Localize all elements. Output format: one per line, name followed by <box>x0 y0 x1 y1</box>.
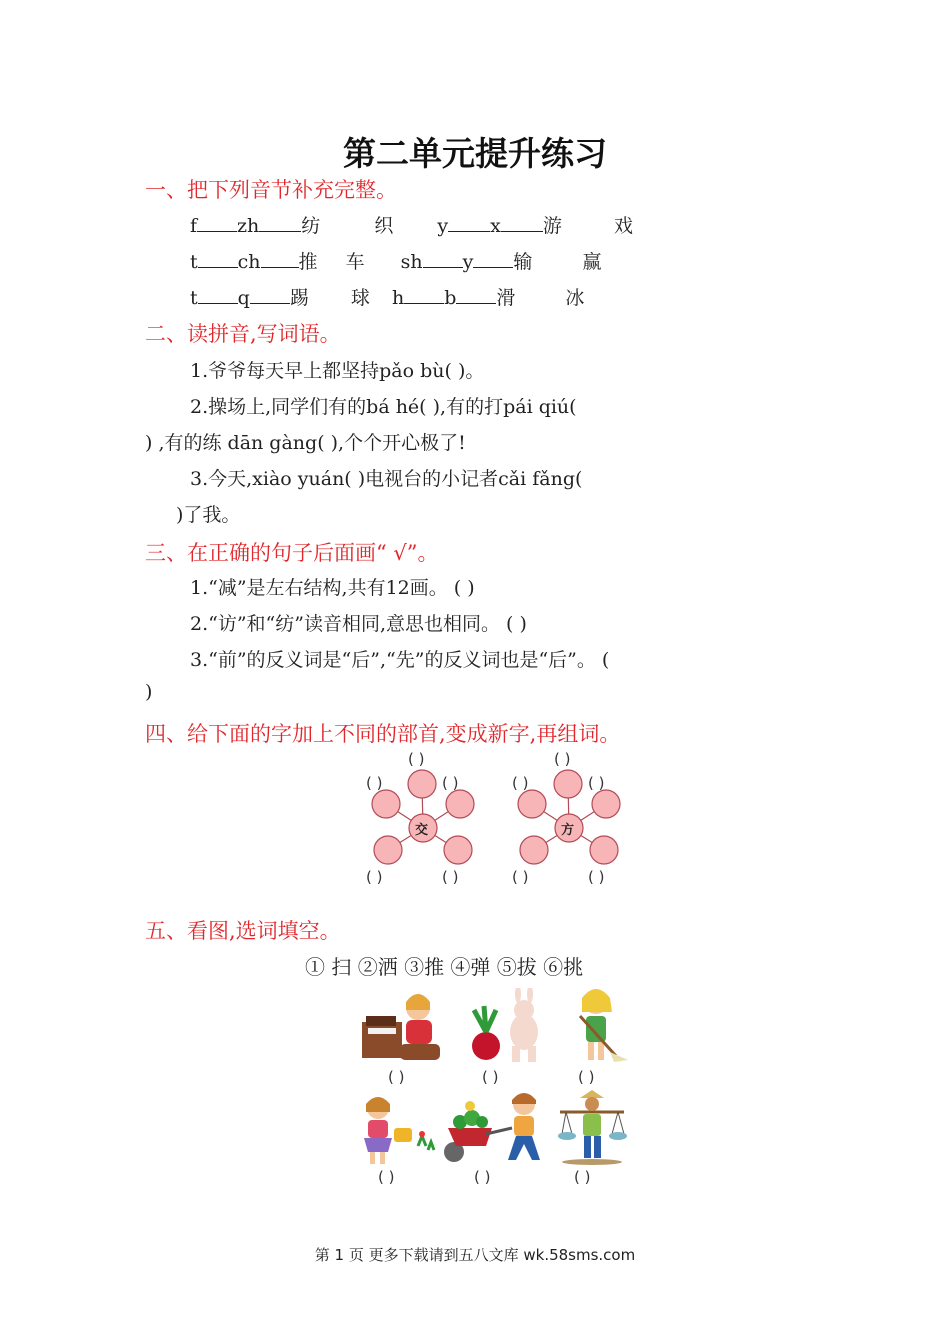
page-footer: 第 1 页 更多下载请到五八文库 wk.58sms.com <box>314 1246 636 1264</box>
initial: b <box>444 287 457 309</box>
initial: t <box>190 287 198 309</box>
s3-question-2: 2.“访”和“纺”读音相同,意思也相同。 ( ) <box>190 613 527 635</box>
answer-paren[interactable]: ( ) <box>588 774 605 792</box>
hanzi: 球 <box>350 287 370 309</box>
s2-question-3: 3.今天,xiào yuán( )电视台的小记者cǎi fǎng( <box>190 468 583 490</box>
section2-heading: 二、读拼音,写词语。 <box>145 322 341 346</box>
section5-heading: 五、看图,选词填空。 <box>145 919 341 943</box>
answer-paren[interactable]: ( ) <box>578 1068 595 1086</box>
petal[interactable] <box>520 836 548 864</box>
petal[interactable] <box>592 790 620 818</box>
hanzi: 冰 <box>565 287 585 309</box>
flower-diagram <box>506 748 636 888</box>
answer-paren[interactable]: ( ) <box>474 1168 491 1186</box>
answer-blank[interactable] <box>198 249 238 268</box>
answer-blank[interactable] <box>423 249 463 268</box>
answer-paren[interactable]: ( ) <box>388 1068 405 1086</box>
radical-flower-fang <box>506 748 636 888</box>
page-title: 第二单元提升练习 <box>343 134 607 173</box>
petal[interactable] <box>518 790 546 818</box>
answer-blank[interactable] <box>404 285 444 304</box>
answer-blank[interactable] <box>198 285 238 304</box>
answer-paren[interactable]: ( ) <box>442 774 459 792</box>
answer-blank[interactable] <box>250 285 290 304</box>
radical-flower-jiao <box>360 748 490 888</box>
answer-paren[interactable]: ( ) <box>512 774 529 792</box>
watering-illustration <box>358 1094 438 1166</box>
initial: y <box>462 251 474 273</box>
s3-question-3-cont: ) <box>145 681 153 703</box>
answer-paren[interactable]: ( ) <box>366 868 383 886</box>
petal[interactable] <box>554 770 582 798</box>
answer-blank[interactable] <box>448 213 490 232</box>
hanzi: 输 <box>513 251 533 273</box>
word-options: ① 扫 ②洒 ③推 ④弹 ⑤拔 ⑥挑 <box>305 955 584 979</box>
answer-blank[interactable] <box>197 213 237 232</box>
answer-blank[interactable] <box>473 249 513 268</box>
answer-blank[interactable] <box>261 249 299 268</box>
answer-blank[interactable] <box>456 285 496 304</box>
s2-question-3-cont: )了我。 <box>176 504 241 526</box>
answer-paren[interactable]: ( ) <box>512 868 529 886</box>
initial: ch <box>237 251 261 273</box>
hanzi: 织 <box>374 215 394 237</box>
s2-question-2: 2.操场上,同学们有的bá hé( ),有的打pái qiú( <box>190 396 577 418</box>
petal[interactable] <box>372 790 400 818</box>
hanzi: 推 <box>298 251 318 273</box>
petal[interactable] <box>446 790 474 818</box>
section1-heading: 一、把下列音节补充完整。 <box>145 178 397 202</box>
answer-paren[interactable]: ( ) <box>574 1168 591 1186</box>
hanzi: 纺 <box>301 215 321 237</box>
syllable-row-1 <box>190 211 633 238</box>
initial: t <box>190 251 198 273</box>
initial: h <box>391 287 405 309</box>
pulling-radish-illustration <box>466 988 554 1064</box>
initial: f <box>190 215 198 237</box>
s2-question-1: 1.爷爷每天早上都坚持pǎo bù( )。 <box>190 360 485 382</box>
petal[interactable] <box>408 770 436 798</box>
sweeping-illustration <box>570 986 632 1064</box>
syllable-row-3 <box>190 283 584 310</box>
answer-paren[interactable]: ( ) <box>482 1068 499 1086</box>
answer-paren[interactable]: ( ) <box>554 750 571 768</box>
answer-paren[interactable]: ( ) <box>442 868 459 886</box>
s2-question-2-cont: ) ,有的练 dān gàng( ),个个开心极了! <box>145 432 466 454</box>
flower-diagram <box>360 748 490 888</box>
initial: x <box>490 215 501 237</box>
center-char: 方 <box>561 823 575 838</box>
hanzi: 赢 <box>582 251 602 273</box>
petal[interactable] <box>374 836 402 864</box>
section3-heading: 三、在正确的句子后面画“ √”。 <box>145 541 439 565</box>
petal[interactable] <box>444 836 472 864</box>
hanzi: 踢 <box>289 287 309 309</box>
carrying-pole-illustration <box>556 1090 628 1166</box>
answer-blank[interactable] <box>259 213 301 232</box>
s3-question-1: 1.“减”是左右结构,共有12画。 ( ) <box>190 577 475 599</box>
initial: y <box>437 215 449 237</box>
initial: q <box>237 287 250 309</box>
section4-heading: 四、给下面的字加上不同的部首,变成新字,再组词。 <box>145 722 621 746</box>
syllable-row-2 <box>190 247 601 274</box>
answer-paren[interactable]: ( ) <box>366 774 383 792</box>
answer-paren[interactable]: ( ) <box>408 750 425 768</box>
s3-question-3: 3.“前”的反义词是“后”,“先”的反义词也是“后”。 ( <box>190 649 610 671</box>
pushing-cart-illustration <box>442 1088 552 1166</box>
petal[interactable] <box>590 836 618 864</box>
hanzi: 游 <box>542 215 562 237</box>
hanzi: 滑 <box>496 287 516 309</box>
initial: sh <box>400 251 423 273</box>
initial: zh <box>237 215 260 237</box>
answer-blank[interactable] <box>501 213 543 232</box>
hanzi: 车 <box>345 251 365 273</box>
answer-paren[interactable]: ( ) <box>588 868 605 886</box>
answer-paren[interactable]: ( ) <box>378 1168 395 1186</box>
hanzi: 戏 <box>613 215 633 237</box>
center-char: 交 <box>415 823 429 838</box>
piano-playing-illustration <box>360 988 452 1064</box>
